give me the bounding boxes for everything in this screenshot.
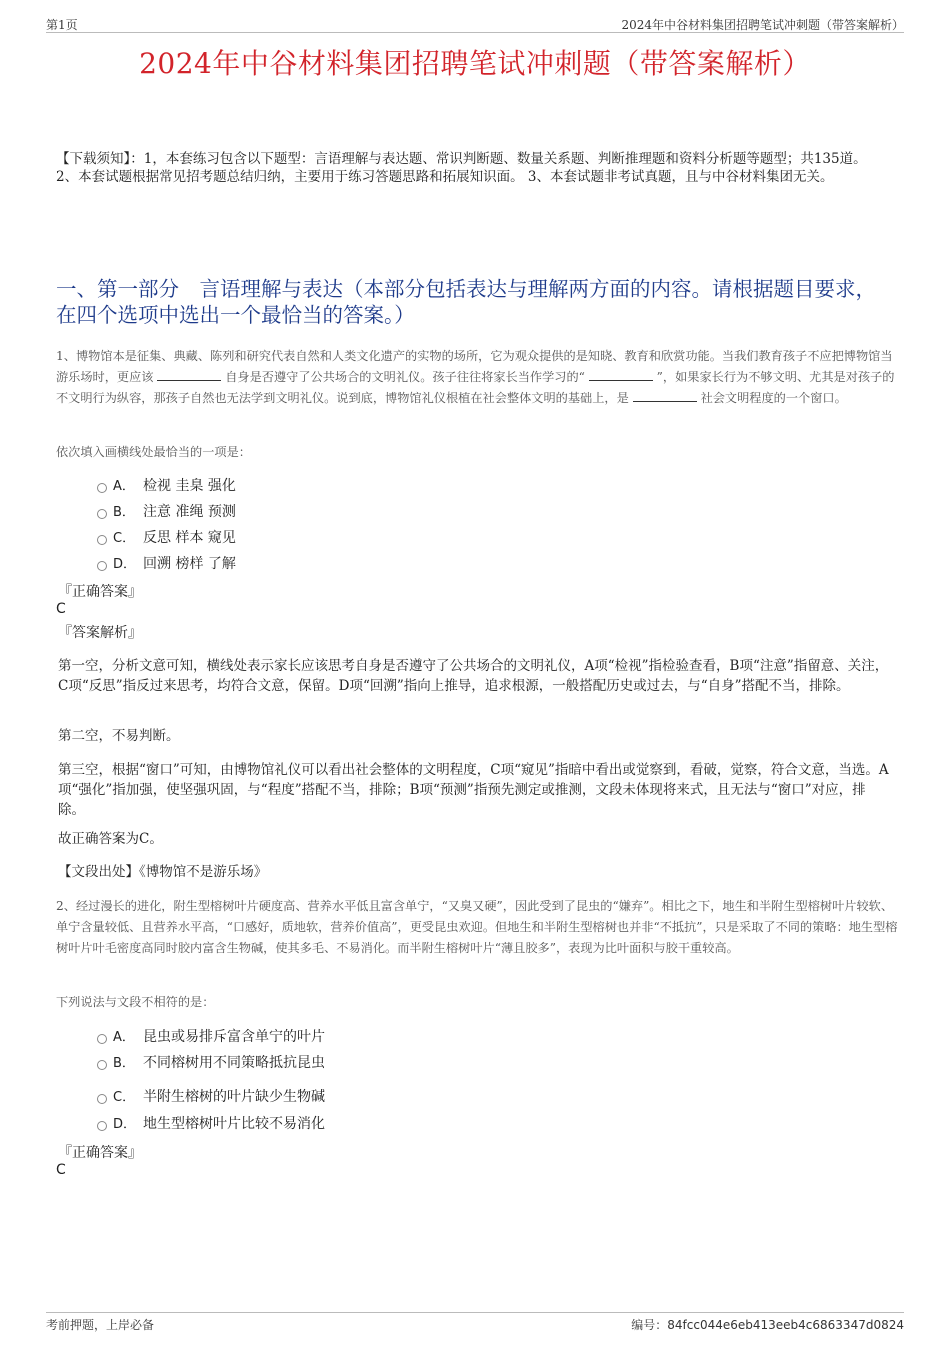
- footer-slogan: 考前押题，上岸必备: [46, 1318, 155, 1332]
- q1-text-part-d: 社会文明程度的一个窗口。: [700, 391, 847, 405]
- question-2-text: 2、经过漫长的进化，附生型榕树叶片硬度高、营养水平低且富含单宁，“又臭又硬”，因此受到了昆虫的“嫌弃”。相比之下，地生和半附生型榕树叶片较软、单宁含量较低、且营养水平高，“口感好，质地软，营养价值高”，更受昆虫欢迎。但地生和半附生型榕树也并非“不抵抗”，只是采取了不同的策略：地生型榕树叶片叶毛密度高同时胶内富含生物碱，使其多毛、不易消化。而半附生榕树叶片“薄且胶多”，表现为比叶面积与胶干重较高。: [56, 899, 898, 955]
- option-text: 注意 准绳 预测: [143, 504, 236, 520]
- q2-option-a[interactable]: [97, 1028, 325, 1046]
- q1-answer: C: [56, 601, 66, 617]
- option-letter: B．: [113, 505, 135, 520]
- radio-icon[interactable]: [97, 483, 107, 493]
- radio-icon[interactable]: [97, 1094, 107, 1104]
- footer-code-value: 84fcc044e6eb413eeb4c6863347d0824: [667, 1318, 904, 1332]
- radio-icon[interactable]: [97, 1060, 107, 1070]
- q1-source: 【文段出处】《博物馆不是游乐场》: [58, 864, 268, 880]
- page-header: [46, 14, 904, 33]
- question-2-prompt: 下列说法与文段不相符的是：: [56, 995, 215, 1009]
- option-letter: C．: [113, 531, 136, 546]
- fill-blank-1: [157, 368, 221, 381]
- question-1-prompt: 依次填入画横线处最恰当的一项是：: [56, 445, 251, 459]
- radio-icon[interactable]: [97, 509, 107, 519]
- q2-option-c[interactable]: [97, 1088, 325, 1106]
- option-text: 回溯 榜样 了解: [143, 556, 236, 572]
- option-letter: C．: [113, 1090, 136, 1105]
- page-footer: [46, 1312, 904, 1333]
- radio-icon[interactable]: [97, 1121, 107, 1131]
- option-text: 不同榕树用不同策略抵抗昆虫: [143, 1055, 325, 1071]
- q1-analysis-paragraph-1: 第一空，分析文意可知，横线处表示家长应该思考自身是否遵守了公共场合的文明礼仪，A项“检视”指检验查看，B项“注意”指留意、关注，C项“反思”指反过来思考，均符合文意，保留。D项“回溯”指向上推导，追求根源，一般搭配历史或过去，与“自身”搭配不当，排除。: [58, 658, 889, 694]
- option-letter: B．: [113, 1056, 135, 1071]
- option-text: 检视 圭臬 强化: [143, 478, 236, 494]
- q1-text-part-c: ”，如果家长行为不够文明、尤其是对孩子的不文明行为纵容，那孩子自然也无法学到文明礼仪。说到底，博物馆礼仪根植在社会整体文明的基础上，是: [56, 370, 895, 405]
- radio-icon[interactable]: [97, 1034, 107, 1044]
- option-letter: D．: [113, 557, 137, 572]
- radio-icon[interactable]: [97, 561, 107, 571]
- option-text: 半附生榕树的叶片缺少生物碱: [143, 1089, 325, 1105]
- q1-text-part-b: 自身是否遵守了公共场合的文明礼仪。孩子往往将家长当作学习的“: [225, 370, 585, 384]
- q1-analysis-paragraph-3: 第三空，根据“窗口”可知，由博物馆礼仪可以看出社会整体的文明程度，C项“窥见”指暗中看出或觉察到，看破，觉察，符合文意，当选。A项“强化”指加强，使坚强巩固，与“程度”搭配不当，排除；B项“预测”指预先测定或推测，文段未体现将来式，且无法与“窗口”对应，排除。: [58, 762, 889, 818]
- q1-text-part-a: 1、博物馆本是征集、典藏、陈列和研究代表自然和人类文化遗产的实物的场所，它为观众提供的是知晓、教育和欣赏功能。当我们教育孩子不应把博物馆当游乐场时，更应该: [56, 349, 893, 384]
- question-1-text: [56, 346, 898, 409]
- radio-icon[interactable]: [97, 535, 107, 545]
- q1-analysis-paragraph-4: 故正确答案为C。: [58, 831, 163, 847]
- q1-option-c[interactable]: [97, 529, 236, 547]
- q1-option-b[interactable]: [97, 503, 236, 521]
- q1-answer-label: 『正确答案』: [58, 584, 142, 600]
- fill-blank-3: [633, 389, 697, 402]
- option-text: 反思 样本 窥见: [143, 530, 236, 546]
- q2-answer-label: 『正确答案』: [58, 1145, 142, 1161]
- q2-answer: C: [56, 1162, 66, 1178]
- option-letter: A．: [113, 1030, 135, 1045]
- q2-option-d[interactable]: [97, 1115, 325, 1133]
- option-letter: A．: [113, 479, 135, 494]
- q2-option-b[interactable]: [97, 1054, 325, 1072]
- q1-option-a[interactable]: [97, 477, 236, 495]
- q1-analysis-paragraph-2: 第二空，不易判断。: [58, 728, 180, 744]
- q1-analysis-label: 『答案解析』: [58, 625, 142, 641]
- header-doc-title: 2024年中谷材料集团招聘笔试冲刺题（带答案解析）: [621, 18, 904, 32]
- q1-option-d[interactable]: [97, 555, 236, 573]
- option-text: 地生型榕树叶片比较不易消化: [143, 1116, 325, 1132]
- option-letter: D．: [113, 1117, 137, 1132]
- option-text: 昆虫或易排斥富含单宁的叶片: [143, 1029, 325, 1045]
- footer-code: [631, 1316, 904, 1333]
- footer-code-label: 编号：: [631, 1318, 668, 1332]
- document-title: 2024年中谷材料集团招聘笔试冲刺题（带答案解析）: [139, 47, 811, 80]
- page-number: 第1页: [46, 18, 78, 32]
- fill-blank-2: [589, 368, 653, 381]
- download-notice: 【下载须知】：1，本套练习包含以下题型：言语理解与表达题、常识判断题、数量关系题、判断推理题和资料分析题等题型；共135道。 2、本套试题根据常见招考题总结归纳，主要用于练习答题思路和拓展知识面。 3、本套试题非考试真题，且与中谷材料集团无关。: [56, 151, 867, 185]
- section-title: 一、第一部分 言语理解与表达（本部分包括表达与理解两方面的内容。请根据题目要求，在四个选项中选出一个最恰当的答案。）: [56, 277, 876, 327]
